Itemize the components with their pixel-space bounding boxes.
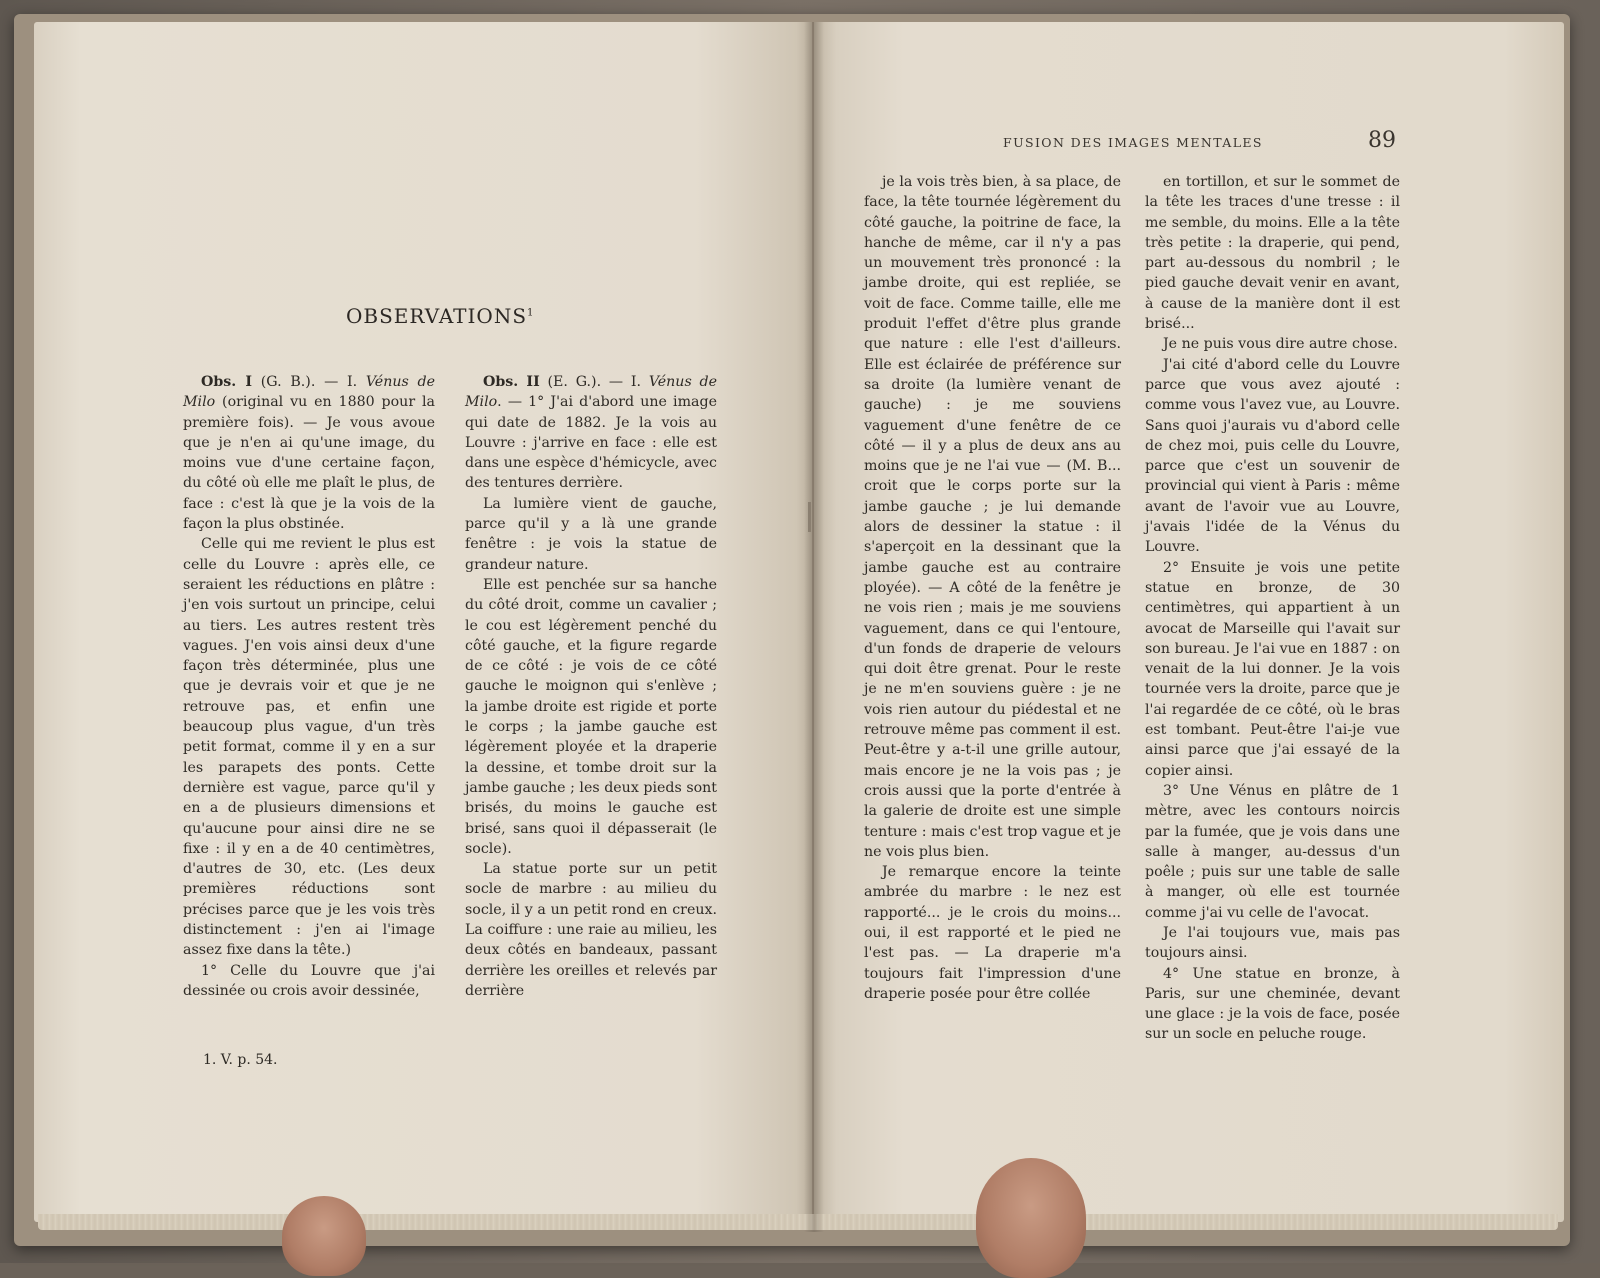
page-number: 89: [1368, 128, 1396, 153]
paragraph: 1° Celle du Louvre que j'ai dessinée ou crois avoir dessinée,: [183, 962, 435, 999]
page-edges: [38, 1214, 1558, 1230]
paragraph: Je ne puis vous dire autre chose.: [1163, 336, 1398, 353]
holding-finger-left: [282, 1196, 366, 1276]
footnote: 1. V. p. 54.: [203, 1052, 278, 1068]
paragraph: Elle est penchée sur sa hanche du côté droit, comme un cavalier ; le cou est légèrement penché du côté gauche, et la figure regarde de ce côté : je vois de ce côté gauche le moignon qui s'enlève ; la jambe droite est rigide et porte le corps ; la jambe gauche est légèrement ployée et la draperie la dessine, et tombe droit sur la jambe gauche ; les deux pieds sont brisés, du moins le gauche est brisé, sans quoi il dépasserait (le socle).: [465, 576, 717, 857]
paragraph: Obs. I (G. B.). — I. Vénus de Milo (original vu en 1880 pour la première fois). — Je vous avoue que je n'en ai qu'une image, du moins vue d'une certaine façon, du côté où elle me plaît le plus, de face : c'est là que je la vois de la façon la plus obstinée.: [183, 374, 435, 533]
paragraph: Je l'ai toujours vue, mais pas toujours ainsi.: [1145, 924, 1400, 962]
holding-finger-right: [976, 1158, 1086, 1278]
paragraph: J'ai cité d'abord celle du Louvre parce que vous avez ajouté : comme vous l'avez vue, au Louvre. Sans quoi j'aurais vu d'abord celle de chez moi, puis celle du Louvre, parce que c'est un souvenir de provincial qui vient à Paris : même avant de l'avoir vue au Louvre, j'avais l'idée de la Vénus du Louvre.: [1145, 356, 1400, 556]
paragraph: La statue porte sur un petit socle de marbre : au milieu du socle, il y a un petit rond en creux. La coiffure : une raie au milieu, les deux côtés en bandeaux, passant derrière les oreilles et relevés par derrière: [465, 861, 717, 999]
right-page-column-2: [1145, 172, 1400, 1045]
left-page-column-1: [183, 372, 435, 1001]
paragraph: 3° Une Vénus en plâtre de 1 mètre, avec les contours noircis par la fumée, que je vois dans une salle à manger, au-dessus d'un poêle ; puis sur une table de salle à manger, où elle est tournée comme j'ai vu celle de l'avocat.: [1145, 782, 1400, 921]
paragraph: en tortillon, et sur le sommet de la tête les traces d'une tresse : il me semble, du moins. Elle a la tête très petite : la draperie, qui pend, part au-dessous du nombril ; le pied gauche devait venir en avant, à cause de la manière dont il est brisé...: [1145, 174, 1400, 333]
paragraph: La lumière vient de gauche, parce qu'il y a là une grande fenêtre : je vois la statue de grandeur nature.: [465, 495, 717, 573]
right-page-column-1: [864, 172, 1121, 1004]
paragraph: 4° Une statue en bronze, à Paris, sur une cheminée, devant une glace : je la vois de face, posée sur un socle en peluche rouge.: [1145, 965, 1400, 1043]
paragraph: je la vois très bien, à sa place, de face, la tête tournée légèrement du côté gauche, la poitrine de face, la hanche de même, car il n'y a pas un mouvement très prononcé : la jambe droite, qui est repliée, se voit de face. Comme taille, elle me produit l'effet d'être plus grande que nature : elle l'est d'ailleurs. Elle est éclairée de préférence sur sa droite (la lumière venant de gauche) : je me souviens vaguement d'une fenêtre de ce côté — il y a plus de deux ans au moins que je ne l'ai vue — (M. B... croit que le corps porte sur la jambe gauche ; je lui demande alors de dessiner la statue : il s'aperçoit en la dessinant que la jambe gauche est au contraire ployée). — A côté de la fenêtre je ne vois rien ; mais je me souviens vaguement, dans ce qui l'entoure, d'un fonds de draperie de velours qui doit être grenat. Pour le reste je ne m'en souviens guère : je ne vois rien autour du piédestal et ne retrouve même pas comment il est. Peut-être y a-t-il une grille autour, mais encore je ne la vois pas ; je crois aussi que la porte d'entrée à la galerie de droite est une simple tenture : mais c'est trop vague et je ne vois plus bien.: [864, 174, 1121, 860]
gutter-mark: [808, 502, 811, 532]
section-heading: OBSERVATIONS$^1$: [346, 304, 535, 328]
paragraph: Je remarque encore la teinte ambrée du marbre : le nez est rapporté... je le crois du moins... oui, il est rapporté et le pied ne l'est pas. — La draperie m'a toujours fait l'impression d'une draperie posée pour être collée: [864, 864, 1121, 1002]
heading-footnote-mark: 1: [527, 307, 535, 319]
book-spine: [804, 22, 824, 1232]
running-head: FUSION DES IMAGES MENTALES: [1003, 135, 1263, 150]
paragraph: 2° Ensuite je vois une petite statue en bronze, de 30 centimètres, qui appartient à un avocat de Marseille qui l'avait sur son bureau. Je l'ai vue en 1887 : on venait de la lui donner. Je la vois tournée vers la droite, parce que je l'ai regardée de ce côté, où le bras est tombant. Peut-être l'ai-je vue ainsi parce que j'ai essayé de la copier ainsi.: [1145, 559, 1400, 779]
left-page-column-2: [465, 372, 717, 1001]
paragraph: Obs. II (E. G.). — I. Vénus de Milo. — 1° J'ai d'abord une image qui date de 1882. Je la vois au Louvre : j'arrive en face : elle est dans une espèce d'hémicycle, avec des tentures derrière.: [465, 374, 718, 492]
paragraph: Celle qui me revient le plus est celle du Louvre : après elle, ce seraient les réductions en plâtre : j'en vois surtout un principe, celui au tiers. Les autres restent très vagues. J'en vois ainsi deux d'une façon très déterminée, plus une que je devrais voir et que je ne retrouve pas, et enfin une beaucoup plus vague, d'un très petit format, comme il y en a sur les parapets des ponts. Cette dernière est vague, parce qu'il y en a de plusieurs dimensions et qu'aucune pour ainsi dire ne se fixe : il y en a de 40 centimètres, d'autres de 30, etc. (Les deux premières réductions sont précises parce que je les vois très distinctement : j'en ai l'image assez fixe dans la tête.): [183, 536, 435, 959]
